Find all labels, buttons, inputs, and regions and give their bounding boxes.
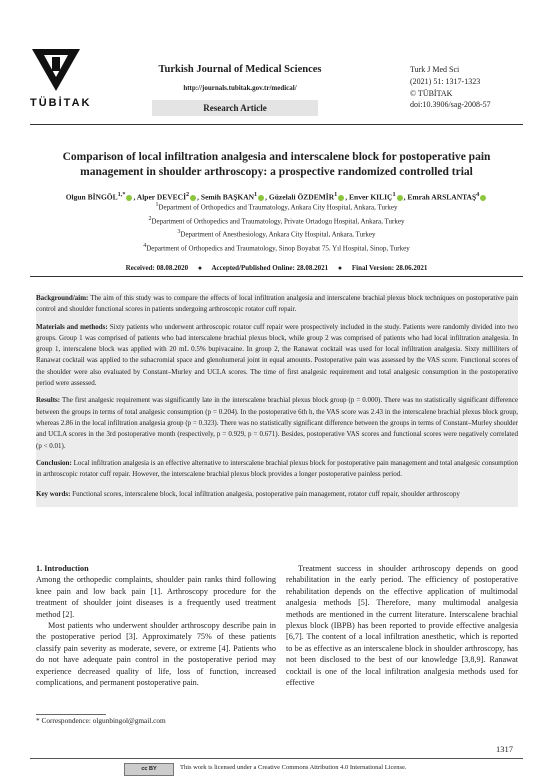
author-sup: 4 [476,191,480,198]
meta-journal-abbrev: Turk J Med Sci [410,65,460,74]
author-list: Olgun $BİNGÖL^{1,*}$ , Alper DEVECİ$^2$ , Semih BAŞKAN$^1$ , Güzelali ÖZDEMİR$^1$ , Enver KILIÇ$^1$ , Emrah ARSLANTAŞ$^4$ [20,189,533,203]
abstract-text: The aim of this study was to compare the effects of local infiltration analgesia and interscalene brachial plexus block techniques on postoperative pain control and shoulder functional scores in patients undergoing arthroscopic rotator cuff repair. [36,294,518,314]
affiliation-line [20,214,533,228]
page-number: 1317 [496,744,513,754]
affiliation-text: Department of Anesthesiology, Ankara City Hospital, Ankara, Turkey [180,230,376,239]
author-name: Alper DEVECİ [136,192,187,202]
body-paragraph: Among the orthopedic complaints, shoulder pain ranks third following knee pain and low back pain [1]. Arthroscopy procedure for the treatment of shoulder joint diseases is a frequently used treatment method [2]. [36,575,276,619]
body-column-left [36,563,276,688]
author-sup: 1 [334,191,338,198]
affiliation-sup: 1 [155,202,159,208]
author-sup: 2 [186,191,190,198]
abstract-label: Materials and methods: [36,322,108,331]
affiliation-text: Department of Orthopedics and Traumatology, Sinop Boyabat 75. Yıl Hospital, Sinop, Turkey [146,243,410,252]
footer-divider [30,758,523,759]
cc-license-badge[interactable]: cc BY [124,763,174,776]
license-text: This work is licensed under a Creative Commons Attribution 4.0 International License. [180,764,407,771]
affiliation-sup: 3 [177,229,181,236]
meta-volume-pages: (2021) 51: 1317-1323 [410,76,481,86]
body-paragraph: Most patients who underwent shoulder arthroscopy describe pain in the postoperative period [3]. Approximately 75% of these patients classify pain severity as moderate, severe, or extreme [4]. Patients who do not have adequate pain control in the postoperative period may experience decreased quality of life, loss of function, increased complications, and permanent postoperative pain. [36,621,276,688]
journal-name: Turkish Journal of Medical Sciences [158,64,322,75]
affiliation-sup: 4 [143,242,147,249]
final-date: 28.06.2021 [395,264,428,272]
dates-divider [30,276,523,277]
tubitak-logo [30,45,92,109]
accepted-date: 28.08.2021 [296,264,329,272]
accepted-label: Accepted/Published Online: [211,264,295,272]
abstract-text: Sixty patients who underwent arthroscopic rotator cuff repair were prospectively included in the study. Patients were randomly divided into two groups. Group 1 was comprised of patients who had interscalene brachial plexus block, while group 2 was comprised of patients who had local infiltration analgesia. In group 1, interscalene block was applied with 20 mL 0.5% bupivacaine. In group 2, the Ranawat cocktail was used for local infiltration analgesia. Sixty milliliters of Ranawat cocktail was applied to the subacromial space and glenohumeral joint in equal amounts. Postoperative pain was assessed by the VAS score. Functional scores of the shoulder were also evaluated by Constant–Murley and UCLA scores. The time of first analgesic requirement and total analgesic consumption in the postoperative period were assessed. [36,322,518,388]
article-dates [30,264,523,272]
abstract-text: The first analgesic requirement was significantly late in the interscalene brachial plexus block group (p = 0.000). There was no statistically significant difference between the groups in terms of total analgesic consumption (p = 0.204). In the postoperative 6th h, the VAS score was 2.43 in the interscalene brachial plexus block group, whereas 2.86 in the local infiltration analgesia group (p = 0.323). There was no statistically significant difference between the groups in terms of Constant–Murley shoulder and UCLA scores in the 3rd postoperative month (respectively, p = 0.929, p = 0.671). Besides, postoperative VAS scores and functional scores were negatively correlated (p < 0.01). [36,396,519,450]
title-line: management in shoulder arthroscopy: a prospective randomized controlled trial [80,166,473,178]
author-name: Emrah ARSLANTAŞ [407,192,477,202]
abstract-label: Key words: [36,490,71,499]
body-column-right [286,563,518,688]
body-paragraph: Treatment success in shoulder arthroscopy depends on good rehabilitation in the early period. The efficiency of postoperative rehabilitation depends on the effective application of multimodal analgesia methods [5]. Therefore, many multimodal analgesia methods are mentioned in the current literature. Interscalene brachial plexus block (IBPB) has been reported to provide effective analgesia [6,7]. The content of a local infiltration anesthetic, which is reported to be as effective as an interscalene block in shoulder arthroscopy, has not been disclosed to the best of our knowledge [3,8,9]. Ranawat cocktail is one of the local infiltration analgesia methods used for effective [286,564,518,688]
abstract-methods [36,322,518,390]
author-name: Olgun BİNGÖL [65,192,118,202]
section-heading: 1. Introduction [36,564,89,573]
affiliation-sup: 2 [148,215,152,222]
citation-meta [410,64,491,111]
affiliation-line [20,227,533,241]
footnote-rule [36,714,106,715]
received-date: 08.08.2020 [156,264,189,272]
date-separator: ● [337,264,343,272]
affiliation-text: Department of Orthopedics and Traumatology, Ankara City Hospital, Ankara, Turkey [158,203,398,212]
abstract-box [36,293,518,507]
author-name: Güzelali ÖZDEMİR [268,192,335,202]
author-sup: 1 [254,191,258,198]
author-name: Semih BAŞKAN [200,192,255,202]
author-sup: 1,* [117,191,126,198]
correspondence-footnote: * Correspondence: olgunbingol@gmail.com [36,716,166,725]
abstract-label: Background/aim: [36,294,89,302]
affiliation-text: Department of Orthopedics and Traumatology, Private Ortadogu Hospital, Ankara, Turkey [151,216,405,225]
date-separator: ● [197,264,203,272]
title-line: Comparison of local infiltration analgesia and interscalene block for postoperative pain [62,151,491,163]
journal-url[interactable]: http://journals.tubitak.gov.tr/medical/ [183,84,297,92]
author-sup: 1 [392,191,396,198]
abstract-label: Results: [36,396,61,405]
meta-copyright: © TÜBİTAK [410,88,453,98]
abstract-keywords [36,489,518,500]
header-divider [30,124,523,125]
abstract-text: Local infiltration analgesia is an effective alternative to interscalene brachial plexus block for postoperative pain management and total analgesic consumption in arthroscopic rotator cuff repair. However, the interscalene brachial plexus block provides a longer postoperative painless period. [36,458,519,479]
affiliation-line [20,241,533,255]
abstract-results [36,395,518,451]
meta-doi[interactable]: doi:10.3906/sag-2008-57 [410,100,491,110]
affiliation-line [20,200,533,214]
final-label: Final Version: [351,264,395,272]
article-title [20,150,533,180]
author-name: Enver KILIÇ [349,192,393,202]
received-label: Received: [125,264,155,272]
abstract-conclusion [36,458,518,481]
article-type-badge: Research Article [152,100,318,116]
abstract-background [36,293,518,316]
abstract-text: Functional scores, interscalene block, local infiltration analgesia, postoperative pain management, rotator cuff repair, shoulder arthroscopy [72,490,460,499]
affiliations [20,200,533,254]
logo-wordmark: TÜBİTAK [30,97,92,109]
tubitak-emblem-icon [30,45,82,95]
abstract-label: Conclusion: [36,458,72,467]
